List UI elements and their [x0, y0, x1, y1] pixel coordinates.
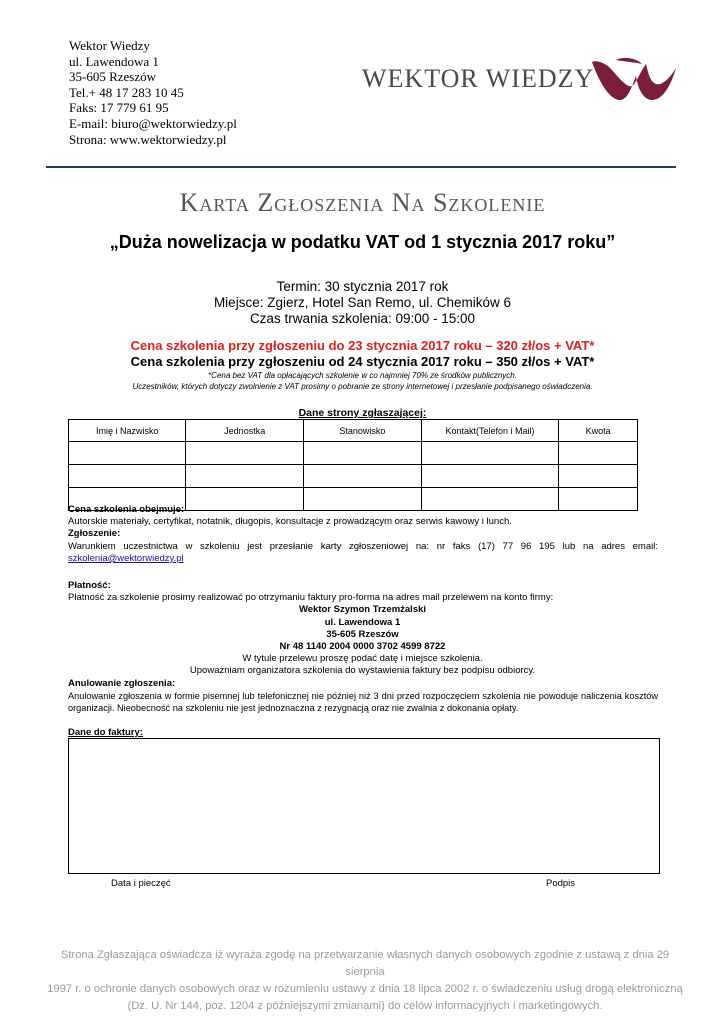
price-late: Cena szkolenia przy zgłoszeniu od 24 stycznia 2017 roku – 350 zł/os + VAT* [130, 354, 595, 369]
registration-text: Warunkiem uczestnictwa w szkoleniu jest przesłanie karty zgłoszeniowej na: nr faks (17) 77 96 195 lub na adres email: [68, 540, 658, 552]
training-term: Termin: 30 stycznia 2017 rok [276, 279, 449, 294]
contact-line: Strona: www.wektorwiedzy.pl [69, 131, 227, 147]
contact-block [69, 38, 237, 147]
table-row [69, 465, 638, 488]
payment-account: Nr 48 1140 2004 0000 3702 4599 8722 [279, 641, 446, 652]
contact-line: E-mail: biuro@wektorwiedzy.pl [69, 115, 237, 131]
applicant-table [68, 419, 638, 511]
table-row [69, 442, 638, 465]
table-cell-position[interactable] [303, 465, 421, 488]
payment-invoice-note: Upoważniam organizatora szkolenia do wystawienia faktury bez podpisu odbiorcy. [189, 665, 536, 676]
company-logo [362, 54, 682, 110]
includes-text: Autorskie materiały, certyfikat, notatnik, długopis, konsultacje z prowadzącym oraz serwis kawowy i lunch. [68, 516, 512, 528]
price-note-public: *Cena bez VAT dla opłacających szkolenie w co najmniej 70% ze środków publicznych. [208, 371, 517, 380]
column-header-name: Imię i Nazwisko [69, 420, 186, 442]
payment-heading: Płatność: [68, 580, 111, 591]
payment-section [68, 580, 658, 604]
contact-line: ul. Lawendowa 1 [69, 53, 159, 69]
signature-label: Podpis [546, 878, 576, 889]
table-header-row [69, 420, 638, 442]
column-header-unit: Jednostka [186, 420, 304, 442]
column-header-amount: Kwota [559, 420, 638, 442]
payment-company: Wektor Szymon Trzemżalski [298, 604, 427, 615]
price-early: Cena szkolenia przy zgłoszeniu do 23 stycznia 2017 roku – 320 zł/os + VAT* [130, 338, 595, 353]
column-header-position: Stanowisko [303, 420, 421, 442]
contact-line: Tel.+ 48 17 283 10 45 [69, 84, 184, 100]
course-title: „Duża nowelizacja w podatku VAT od 1 stycznia 2017 roku” [109, 232, 616, 252]
registration-email-link[interactable]: szkolenia@wektorwiedzy.pl [68, 552, 184, 564]
includes-heading: Cena szkolenia obejmuje: [68, 504, 185, 515]
table-cell-contact[interactable] [421, 465, 559, 488]
table-cell-amount[interactable] [559, 442, 638, 465]
contact-line: Faks: 17 779 61 95 [69, 100, 169, 116]
table-cell-name[interactable] [69, 442, 186, 465]
table-cell-contact[interactable] [421, 442, 559, 465]
cancellation-heading: Anulowanie zgłoszenia: [68, 678, 176, 689]
date-stamp-label: Data i pieczęć [111, 878, 171, 889]
cancellation-section [68, 678, 658, 715]
invoice-data-box[interactable] [68, 738, 660, 874]
payment-text: Płatność za szkolenie prosimy realizować po otrzymaniu faktury pro-forma na adres mail przelewem na konto firmy: [68, 592, 554, 604]
table-cell-unit[interactable] [186, 465, 304, 488]
invoice-heading: Dane do faktury: [68, 727, 143, 738]
footer-line: 1997 r. o ochronie danych osobowych oraz w rozumieniu ustawy z dnia 18 lipca 2002 r. o świadczeniu usług drogą elektroniczną [47, 983, 683, 995]
wektor-wiedzy-logo-mark-icon [590, 54, 680, 108]
footer-line: Strona Zgłaszająca oświadcza iż wyraża zgodę na przetwarzanie własnych danych osobowych zgodnie z ustawą z dnia 29 sierpnia [60, 949, 670, 978]
cancellation-text: Anulowanie zgłoszenia w formie pisemnej lub telefonicznej nie później niż 3 dni przed rozpoczęciem szkolenia nie powoduje naliczenia kosztów organizacji. Nieobecność na szkoleniu nie jest jednoznaczna z rezygnacją oraz nie zwalnia z dokonania opłaty. [68, 691, 658, 714]
footer-line: (Dz. U. Nr 144, poz. 1204 z późniejszymi zmianami) do celów informacyjnych i marketingowych. [127, 1000, 603, 1012]
table-cell-unit[interactable] [186, 442, 304, 465]
table-cell-amount[interactable] [559, 465, 638, 488]
contact-line: Wektor Wiedzy [69, 38, 150, 53]
training-duration: Czas trwania szkolenia: 09:00 - 15:00 [249, 311, 476, 326]
payment-street: ul. Lawendowa 1 [324, 617, 401, 628]
payment-transfer-note: W tytule przelewu proszę podać datę i miejsce szkolenia. [242, 653, 483, 664]
consent-footer [40, 947, 690, 1015]
table-cell-position[interactable] [303, 442, 421, 465]
price-note-vat-exempt: Uczestników, których dotyczy zwolnienie z VAT prosimy o pobranie ze strony internetowej i przesłanie podpisanego oświadczenia. [132, 382, 593, 391]
column-header-contact: Kontakt(Telefon i Mail) [421, 420, 559, 442]
form-title: Karta Zgłoszenia Na Szkolenie [179, 188, 546, 217]
table-cell-name[interactable] [69, 465, 186, 488]
payment-city: 35-605 Rzeszów [326, 629, 399, 640]
applicant-section-title: Dane strony zgłaszającej: [298, 407, 427, 419]
logo-text: WEKTOR WIEDZY [362, 64, 595, 93]
training-place: Miejsce: Zgierz, Hotel San Remo, ul. Chemików 6 [213, 295, 512, 310]
includes-section [68, 504, 658, 565]
contact-line: 35-605 Rzeszów [69, 69, 157, 85]
header-divider [46, 166, 676, 168]
registration-heading: Zgłoszenie: [68, 528, 121, 540]
